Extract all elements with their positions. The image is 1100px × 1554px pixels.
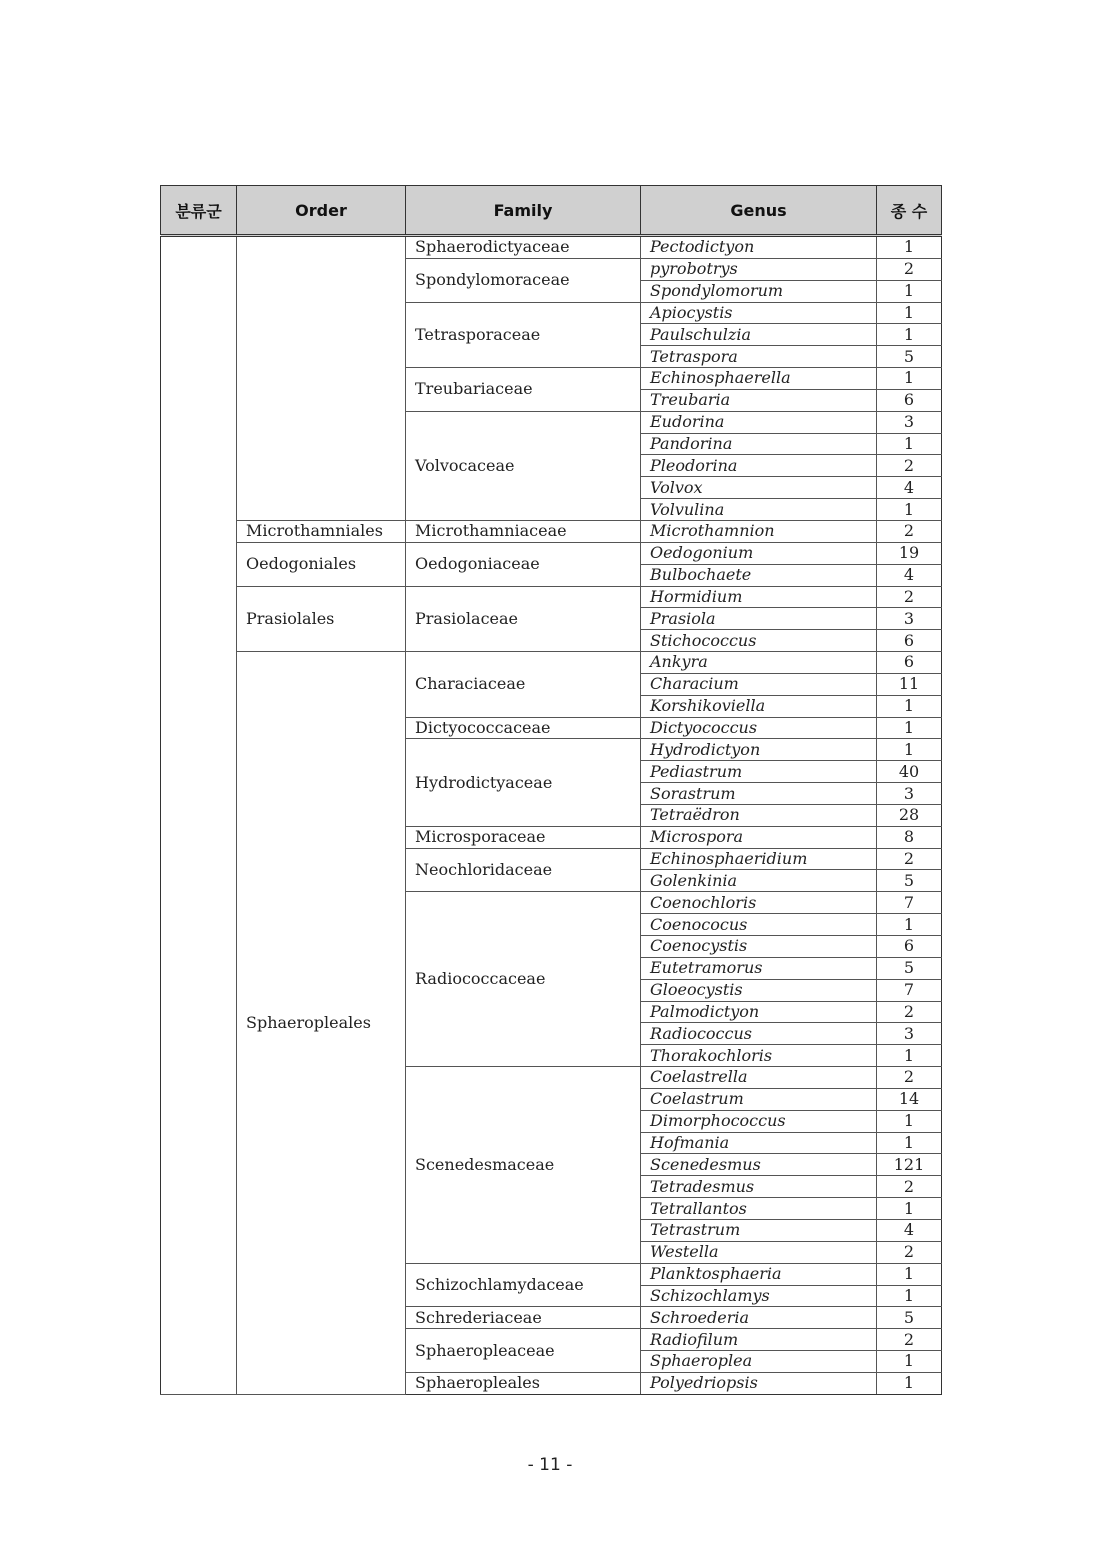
species-count-cell: 28 xyxy=(877,804,942,826)
order-cell: Sphaeropleales xyxy=(237,652,406,1395)
species-count-cell: 3 xyxy=(877,1023,942,1045)
family-cell: Treubariaceae xyxy=(406,368,641,412)
genus-cell: Coelastrella xyxy=(641,1067,877,1089)
genus-cell: Treubaria xyxy=(641,389,877,411)
genus-cell: Schizochlamys xyxy=(641,1285,877,1307)
genus-cell: Scenedesmus xyxy=(641,1154,877,1176)
genus-cell: Hofmania xyxy=(641,1132,877,1154)
genus-cell: Tetradesmus xyxy=(641,1176,877,1198)
family-cell: Sphaeropleaceae xyxy=(406,1329,641,1373)
family-cell: Schizochlamydaceae xyxy=(406,1263,641,1307)
species-count-cell: 11 xyxy=(877,673,942,695)
species-count-cell: 4 xyxy=(877,1219,942,1241)
genus-cell: Apiocystis xyxy=(641,302,877,324)
species-count-cell: 2 xyxy=(877,1001,942,1023)
species-count-cell: 4 xyxy=(877,564,942,586)
genus-cell: Echinosphaeridium xyxy=(641,848,877,870)
genus-cell: Korshikoviella xyxy=(641,695,877,717)
species-count-cell: 6 xyxy=(877,936,942,958)
genus-cell: Eudorina xyxy=(641,411,877,433)
species-count-cell: 1 xyxy=(877,1110,942,1132)
header-row xyxy=(161,186,942,236)
genus-cell: Microthamnion xyxy=(641,520,877,542)
genus-cell: Tetraëdron xyxy=(641,804,877,826)
table-row xyxy=(161,520,942,542)
family-cell: Oedogoniaceae xyxy=(406,542,641,586)
genus-cell: Palmodictyon xyxy=(641,1001,877,1023)
species-count-cell: 3 xyxy=(877,783,942,805)
genus-cell: Radiococcus xyxy=(641,1023,877,1045)
species-count-cell: 14 xyxy=(877,1088,942,1110)
species-count-cell: 1 xyxy=(877,1351,942,1373)
table-row xyxy=(161,652,942,674)
genus-cell: Dimorphococcus xyxy=(641,1110,877,1132)
species-count-cell: 1 xyxy=(877,368,942,390)
table-row xyxy=(161,236,942,259)
header-family: Family xyxy=(406,186,641,236)
table-row xyxy=(161,542,942,564)
genus-cell: Volvox xyxy=(641,477,877,499)
family-cell: Microsporaceae xyxy=(406,826,641,848)
family-cell: Characiaceae xyxy=(406,652,641,718)
genus-cell: Paulschulzia xyxy=(641,324,877,346)
family-cell: Hydrodictyaceae xyxy=(406,739,641,826)
genus-cell: Microspora xyxy=(641,826,877,848)
species-count-cell: 1 xyxy=(877,499,942,521)
genus-cell: Westella xyxy=(641,1241,877,1263)
table-row xyxy=(161,586,942,608)
species-count-cell: 2 xyxy=(877,1067,942,1089)
species-count-cell: 4 xyxy=(877,477,942,499)
table-header xyxy=(161,186,942,236)
species-count-cell: 1 xyxy=(877,433,942,455)
genus-cell: Tetrastrum xyxy=(641,1219,877,1241)
genus-cell: Radiofilum xyxy=(641,1329,877,1351)
header-group: 분류군 xyxy=(161,186,237,236)
table-body xyxy=(161,236,942,1395)
family-cell: Schrederiaceae xyxy=(406,1307,641,1329)
genus-cell: Coenochloris xyxy=(641,892,877,914)
genus-cell: Coelastrum xyxy=(641,1088,877,1110)
genus-cell: Spondylomorum xyxy=(641,280,877,302)
species-count-cell: 40 xyxy=(877,761,942,783)
genus-cell: Pandorina xyxy=(641,433,877,455)
genus-cell: Ankyra xyxy=(641,652,877,674)
family-cell: Microthamniaceae xyxy=(406,520,641,542)
species-count-cell: 1 xyxy=(877,324,942,346)
species-count-cell: 2 xyxy=(877,258,942,280)
genus-cell: Oedogonium xyxy=(641,542,877,564)
species-count-cell: 2 xyxy=(877,1241,942,1263)
species-count-cell: 121 xyxy=(877,1154,942,1176)
genus-cell: Polyedriopsis xyxy=(641,1372,877,1394)
species-count-cell: 2 xyxy=(877,586,942,608)
species-count-cell: 1 xyxy=(877,1372,942,1394)
genus-cell: Stichococcus xyxy=(641,630,877,652)
genus-cell: Sorastrum xyxy=(641,783,877,805)
species-count-cell: 5 xyxy=(877,957,942,979)
genus-cell: Planktosphaeria xyxy=(641,1263,877,1285)
family-cell: Dictyococcaceae xyxy=(406,717,641,739)
family-cell: Volvocaceae xyxy=(406,411,641,520)
species-count-cell: 5 xyxy=(877,346,942,368)
order-cell xyxy=(237,236,406,521)
species-count-cell: 2 xyxy=(877,520,942,542)
species-count-cell: 1 xyxy=(877,1263,942,1285)
genus-cell: Golenkinia xyxy=(641,870,877,892)
family-cell: Sphaeropleales xyxy=(406,1372,641,1394)
genus-cell: Hormidium xyxy=(641,586,877,608)
genus-cell: Tetrallantos xyxy=(641,1198,877,1220)
genus-cell: Eutetramorus xyxy=(641,957,877,979)
species-count-cell: 1 xyxy=(877,739,942,761)
species-count-cell: 6 xyxy=(877,630,942,652)
species-count-cell: 2 xyxy=(877,455,942,477)
species-count-cell: 5 xyxy=(877,870,942,892)
genus-cell: Coenocystis xyxy=(641,936,877,958)
genus-cell: Pleodorina xyxy=(641,455,877,477)
species-count-cell: 1 xyxy=(877,695,942,717)
species-count-cell: 6 xyxy=(877,389,942,411)
species-count-cell: 1 xyxy=(877,1198,942,1220)
family-cell: Prasiolaceae xyxy=(406,586,641,652)
species-count-cell: 2 xyxy=(877,1329,942,1351)
species-count-cell: 2 xyxy=(877,1176,942,1198)
taxonomy-table xyxy=(160,185,942,1395)
species-count-cell: 1 xyxy=(877,1132,942,1154)
order-cell: Prasiolales xyxy=(237,586,406,652)
genus-cell: Gloeocystis xyxy=(641,979,877,1001)
header-order: Order xyxy=(237,186,406,236)
species-count-cell: 1 xyxy=(877,717,942,739)
species-count-cell: 6 xyxy=(877,652,942,674)
genus-cell: Thorakochloris xyxy=(641,1045,877,1067)
genus-cell: Volvulina xyxy=(641,499,877,521)
species-count-cell: 1 xyxy=(877,1045,942,1067)
family-cell: Neochloridaceae xyxy=(406,848,641,892)
genus-cell: Coenococus xyxy=(641,914,877,936)
header-species-count: 종 수 xyxy=(877,186,942,236)
family-cell: Spondylomoraceae xyxy=(406,258,641,302)
species-count-cell: 1 xyxy=(877,914,942,936)
family-cell: Scenedesmaceae xyxy=(406,1067,641,1264)
genus-cell: Hydrodictyon xyxy=(641,739,877,761)
genus-cell: Tetraspora xyxy=(641,346,877,368)
species-count-cell: 1 xyxy=(877,280,942,302)
species-count-cell: 1 xyxy=(877,1285,942,1307)
species-count-cell: 3 xyxy=(877,411,942,433)
genus-cell: Pediastrum xyxy=(641,761,877,783)
family-cell: Sphaerodictyaceae xyxy=(406,236,641,259)
species-count-cell: 1 xyxy=(877,236,942,259)
genus-cell: Prasiola xyxy=(641,608,877,630)
species-count-cell: 1 xyxy=(877,302,942,324)
family-cell: Radiococcaceae xyxy=(406,892,641,1067)
species-count-cell: 3 xyxy=(877,608,942,630)
genus-cell: Schroederia xyxy=(641,1307,877,1329)
species-count-cell: 7 xyxy=(877,979,942,1001)
genus-cell: Pectodictyon xyxy=(641,236,877,259)
header-genus: Genus xyxy=(641,186,877,236)
genus-cell: Bulbochaete xyxy=(641,564,877,586)
genus-cell: Sphaeroplea xyxy=(641,1351,877,1373)
species-count-cell: 2 xyxy=(877,848,942,870)
page-number: - 11 - xyxy=(527,1455,573,1475)
group-cell xyxy=(161,236,237,1395)
genus-cell: Dictyococcus xyxy=(641,717,877,739)
family-cell: Tetrasporaceae xyxy=(406,302,641,368)
species-count-cell: 5 xyxy=(877,1307,942,1329)
order-cell: Oedogoniales xyxy=(237,542,406,586)
species-count-cell: 7 xyxy=(877,892,942,914)
species-count-cell: 19 xyxy=(877,542,942,564)
species-count-cell: 8 xyxy=(877,826,942,848)
genus-cell: Characium xyxy=(641,673,877,695)
order-cell: Microthamniales xyxy=(237,520,406,542)
genus-cell: Echinosphaerella xyxy=(641,368,877,390)
genus-cell: pyrobotrys xyxy=(641,258,877,280)
